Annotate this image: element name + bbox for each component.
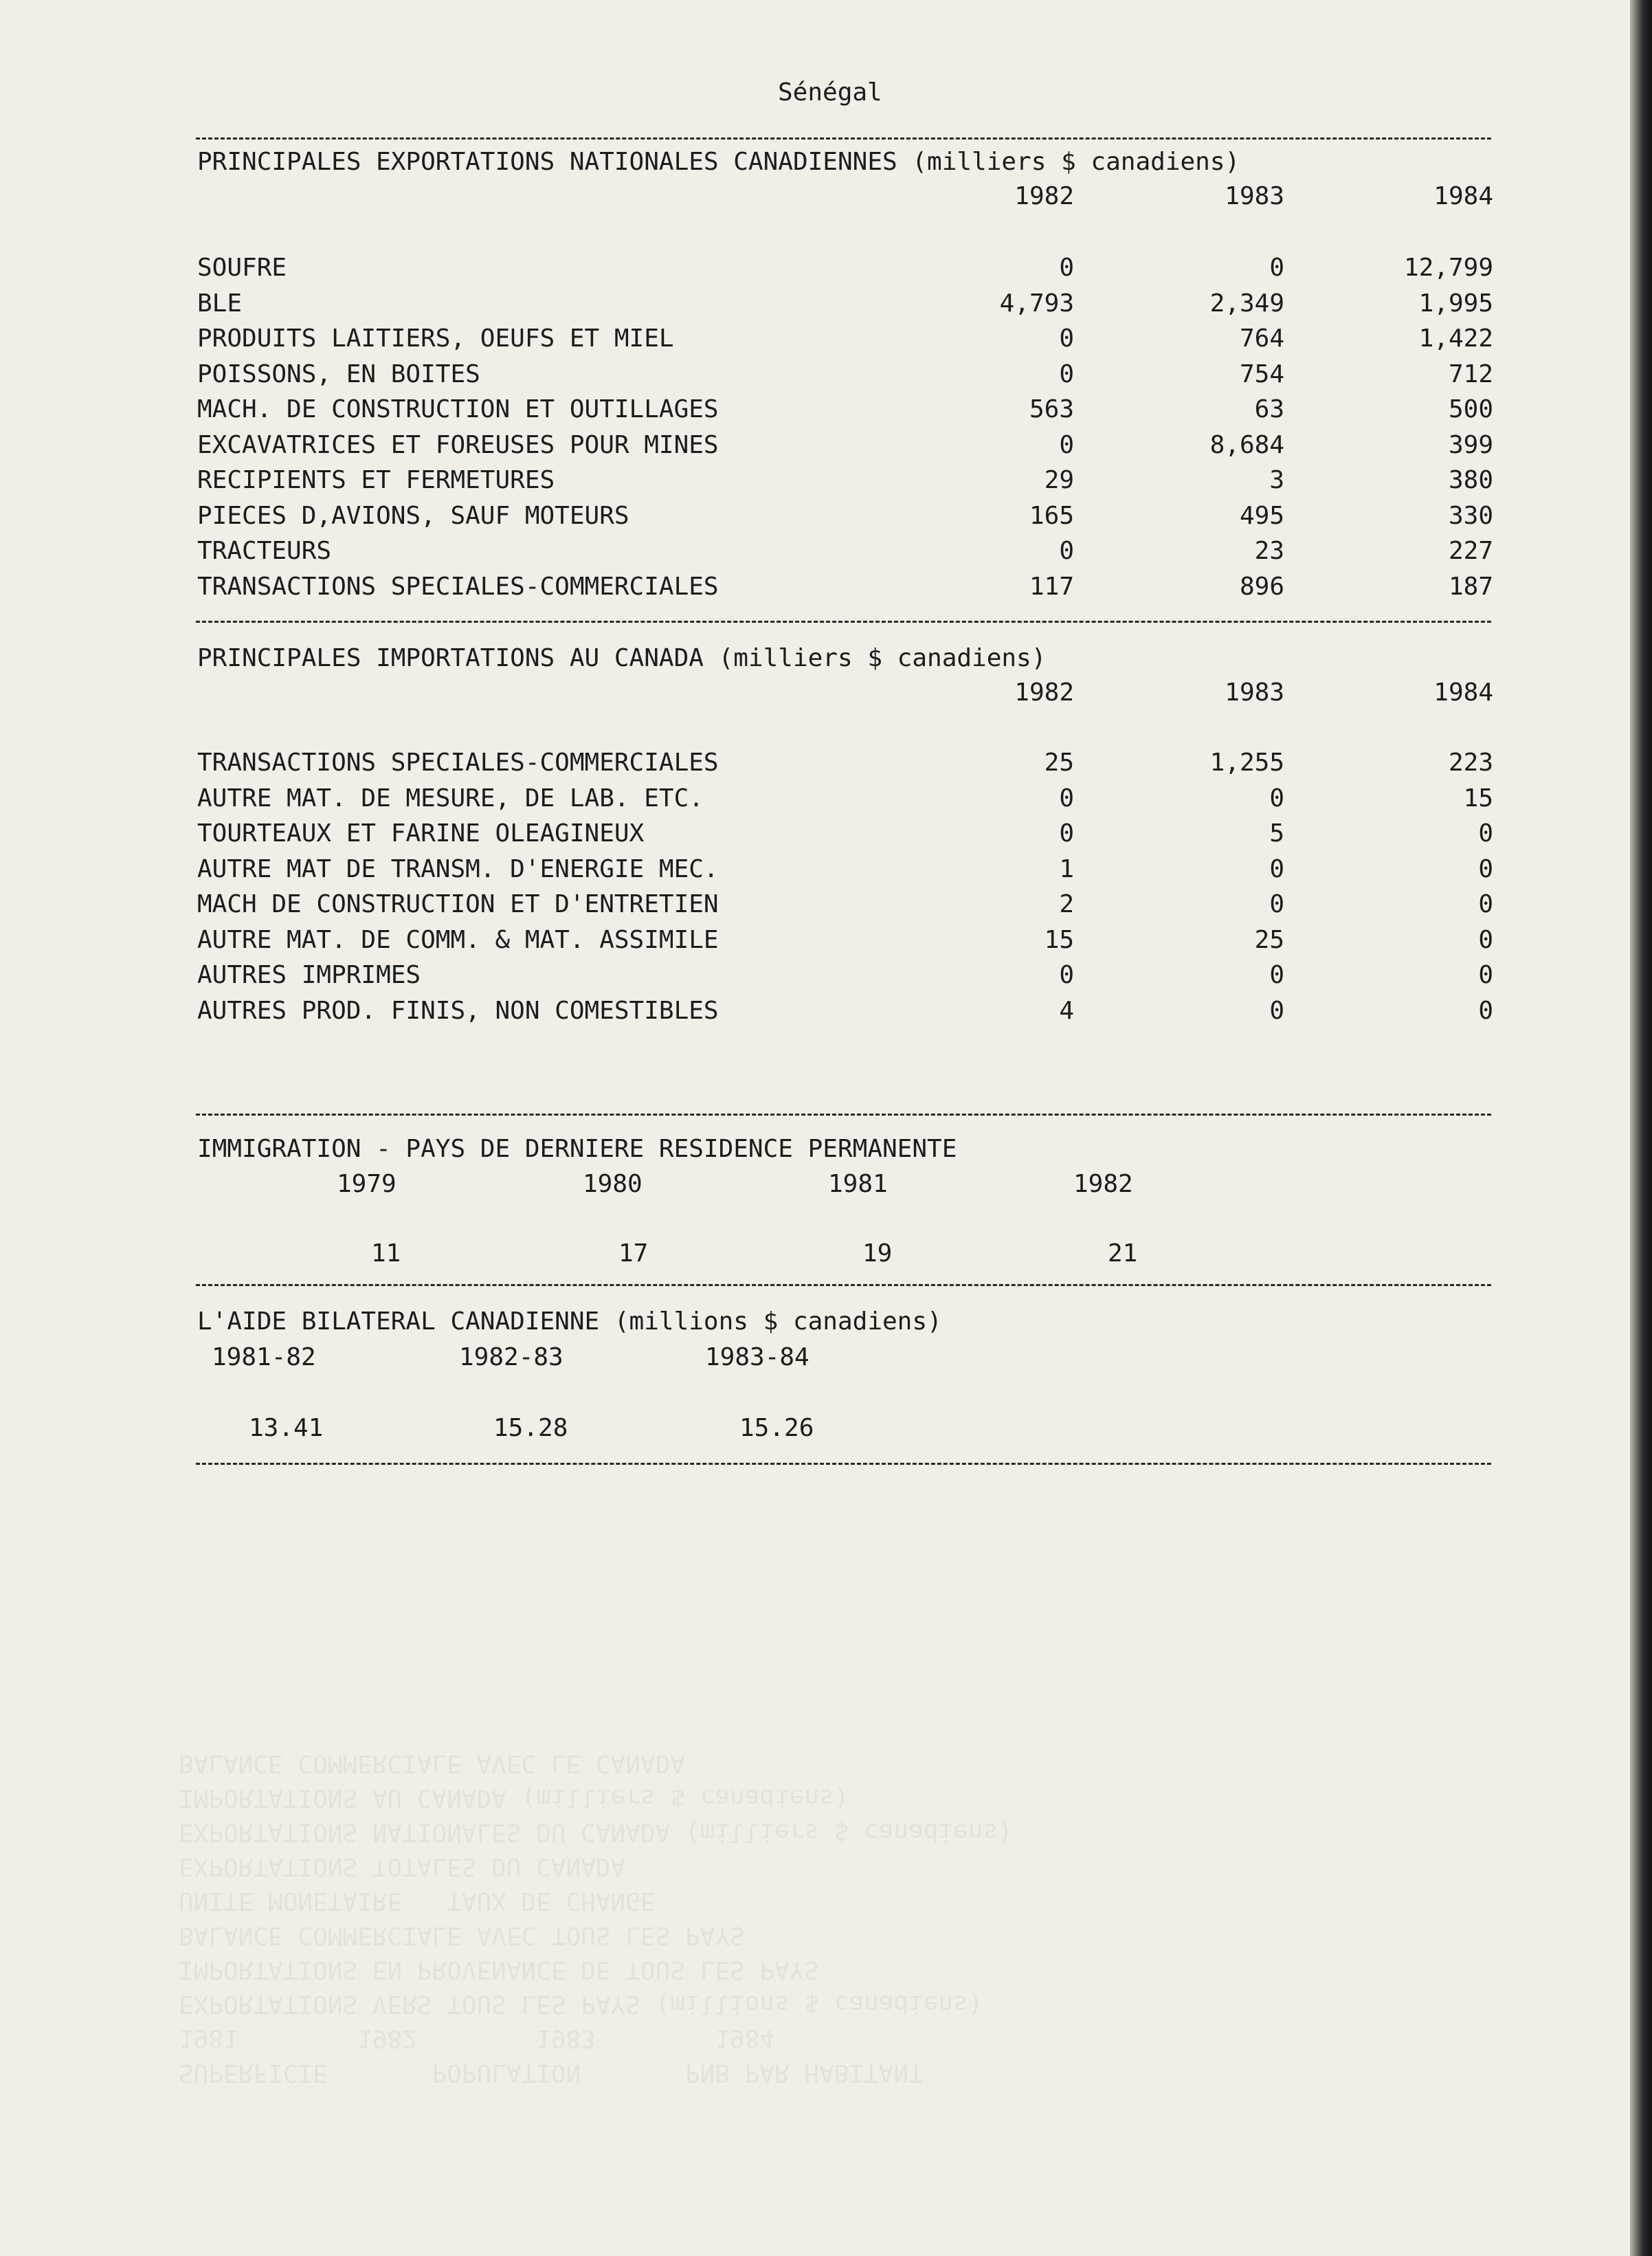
exports-value-1984: 1,422 <box>1418 324 1493 353</box>
exports-value-1982: 0 <box>1059 537 1074 565</box>
immigration-value: 21 <box>1108 1239 1138 1268</box>
exports-value-1982: 0 <box>1059 430 1074 459</box>
imports-year-header: 1982 <box>1014 678 1074 707</box>
exports-row-label: SOUFRE <box>197 254 287 282</box>
imports-value-1984: 0 <box>1478 925 1493 954</box>
exports-value-1983: 0 <box>1269 254 1284 282</box>
imports-value-1984: 15 <box>1463 784 1493 812</box>
aid-value: 15.28 <box>493 1414 568 1442</box>
imports-value-1984: 0 <box>1478 996 1493 1025</box>
exports-value-1983: 495 <box>1239 501 1284 530</box>
exports-value-1984: 500 <box>1448 395 1493 423</box>
immigration-value: 17 <box>618 1239 649 1268</box>
imports-heading: PRINCIPALES IMPORTATIONS AU CANADA (milliers $ canadiens) <box>197 644 1047 672</box>
imports-year-header: 1984 <box>1433 678 1493 707</box>
exports-value-1982: 165 <box>1029 501 1074 530</box>
aid-heading: L'AIDE BILATERAL CANADIENNE (millions $ canadiens) <box>197 1307 942 1336</box>
aid-value: 13.41 <box>249 1414 324 1442</box>
exports-year-header: 1982 <box>1014 182 1074 210</box>
imports-value-1982: 0 <box>1059 819 1074 848</box>
immigration-year: 1980 <box>583 1170 643 1198</box>
imports-row-label: AUTRE MAT. DE COMM. & MAT. ASSIMILE <box>197 925 719 954</box>
exports-value-1982: 0 <box>1059 360 1074 388</box>
exports-value-1983: 23 <box>1254 537 1284 565</box>
immigration-year: 1979 <box>337 1170 397 1198</box>
imports-row-label: AUTRE MAT DE TRANSM. D'ENERGIE MEC. <box>197 854 719 883</box>
exports-value-1983: 754 <box>1239 360 1284 388</box>
exports-year-header: 1983 <box>1225 182 1284 210</box>
dashed-separator <box>196 137 1491 140</box>
immigration-year: 1981 <box>828 1170 888 1198</box>
dashed-separator <box>196 1114 1491 1116</box>
exports-row-label: PIECES D,AVIONS, SAUF MOTEURS <box>197 501 629 530</box>
imports-row-label: TRANSACTIONS SPECIALES-COMMERCIALES <box>197 749 719 777</box>
immigration-value: 19 <box>862 1239 893 1268</box>
exports-row-label: MACH. DE CONSTRUCTION ET OUTILLAGES <box>197 395 719 423</box>
exports-value-1984: 712 <box>1448 360 1493 388</box>
exports-value-1982: 0 <box>1059 254 1074 282</box>
imports-row-label: AUTRES IMPRIMES <box>197 961 421 989</box>
imports-row-label: TOURTEAUX ET FARINE OLEAGINEUX <box>197 819 645 848</box>
exports-value-1983: 3 <box>1269 466 1284 494</box>
exports-value-1984: 380 <box>1448 466 1493 494</box>
imports-value-1982: 2 <box>1059 890 1074 918</box>
exports-row-label: TRANSACTIONS SPECIALES-COMMERCIALES <box>197 572 719 601</box>
imports-value-1982: 4 <box>1059 996 1074 1025</box>
imports-value-1984: 0 <box>1478 961 1493 989</box>
imports-value-1984: 0 <box>1478 890 1493 918</box>
exports-row-label: BLE <box>197 289 243 318</box>
imports-value-1984: 0 <box>1478 819 1493 848</box>
imports-value-1982: 15 <box>1044 925 1074 954</box>
imports-value-1982: 0 <box>1059 961 1074 989</box>
imports-value-1983: 0 <box>1269 784 1284 812</box>
exports-value-1983: 8,684 <box>1209 430 1284 459</box>
imports-value-1983: 0 <box>1269 996 1284 1025</box>
aid-period: 1981-82 <box>212 1343 316 1371</box>
exports-value-1984: 399 <box>1448 430 1493 459</box>
exports-row-label: PRODUITS LAITIERS, OEUFS ET MIEL <box>197 324 674 353</box>
exports-row-label: EXCAVATRICES ET FOREUSES POUR MINES <box>197 430 719 459</box>
imports-value-1983: 25 <box>1254 925 1284 954</box>
imports-value-1982: 0 <box>1059 784 1074 812</box>
page-title: Sénégal <box>778 78 882 107</box>
exports-heading: PRINCIPALES EXPORTATIONS NATIONALES CANADIENNES (milliers $ canadiens) <box>197 148 1240 176</box>
exports-value-1982: 563 <box>1029 395 1074 423</box>
page-edge <box>1630 0 1652 2256</box>
exports-value-1982: 29 <box>1044 466 1074 494</box>
immigration-value: 11 <box>371 1239 401 1268</box>
exports-value-1983: 63 <box>1254 395 1284 423</box>
immigration-year: 1982 <box>1073 1170 1133 1198</box>
imports-value-1983: 5 <box>1269 819 1284 848</box>
imports-row-label: AUTRE MAT. DE MESURE, DE LAB. ETC. <box>197 784 704 812</box>
exports-row-label: TRACTEURS <box>197 537 332 565</box>
bleed-through-text: SUPERFICIE POPULATION PNB PAR HABITANT 1981 1982 1983 1984 EXPORTATIONS VERS TOUS LES PAYS (millions $ canadiens) IMPORTATIONS EN PROVENANCE DE TOUS LES PAYS BALANCE COMMERCIALE AVEC TOUS LES PAYS UNITE MONETAIRE TAUX DE CHANGE EXPORTATIONS TOTALES DU CANADA EXPORTATIONS NATIONALES DU CANADA (milliers $ canadiens) IMPORTATIONS AU CANADA (milliers $ canadiens) BALANCE COMMERCIALE AVEC LE CANADA <box>179 1749 1013 2087</box>
imports-value-1982: 25 <box>1044 749 1074 777</box>
imports-value-1983: 0 <box>1269 890 1284 918</box>
exports-value-1984: 187 <box>1448 572 1493 601</box>
exports-value-1983: 764 <box>1239 324 1284 353</box>
exports-value-1984: 12,799 <box>1403 254 1493 282</box>
imports-value-1982: 1 <box>1059 854 1074 883</box>
exports-row-label: RECIPIENTS ET FERMETURES <box>197 466 555 494</box>
dashed-separator <box>196 1284 1491 1286</box>
imports-row-label: AUTRES PROD. FINIS, NON COMESTIBLES <box>197 996 719 1025</box>
aid-value: 15.26 <box>739 1414 814 1442</box>
imports-row-label: MACH DE CONSTRUCTION ET D'ENTRETIEN <box>197 890 719 918</box>
exports-value-1983: 2,349 <box>1209 289 1284 318</box>
exports-value-1982: 4,793 <box>999 289 1074 318</box>
exports-year-header: 1984 <box>1433 182 1493 210</box>
exports-value-1984: 330 <box>1448 501 1493 530</box>
exports-row-label: POISSONS, EN BOITES <box>197 360 480 388</box>
imports-value-1983: 0 <box>1269 854 1284 883</box>
immigration-heading: IMMIGRATION - PAYS DE DERNIERE RESIDENCE PERMANENTE <box>197 1135 957 1163</box>
exports-value-1982: 0 <box>1059 324 1074 353</box>
imports-value-1983: 0 <box>1269 961 1284 989</box>
imports-value-1984: 223 <box>1448 749 1493 777</box>
imports-year-header: 1983 <box>1225 678 1284 707</box>
dashed-separator <box>196 621 1491 623</box>
imports-value-1984: 0 <box>1478 854 1493 883</box>
dashed-separator <box>196 1463 1491 1465</box>
exports-value-1984: 1,995 <box>1418 289 1493 318</box>
aid-period: 1983-84 <box>705 1343 810 1371</box>
exports-value-1984: 227 <box>1448 537 1493 565</box>
imports-value-1983: 1,255 <box>1209 749 1284 777</box>
aid-period: 1982-83 <box>459 1343 563 1371</box>
exports-value-1983: 896 <box>1239 572 1284 601</box>
exports-value-1982: 117 <box>1029 572 1074 601</box>
